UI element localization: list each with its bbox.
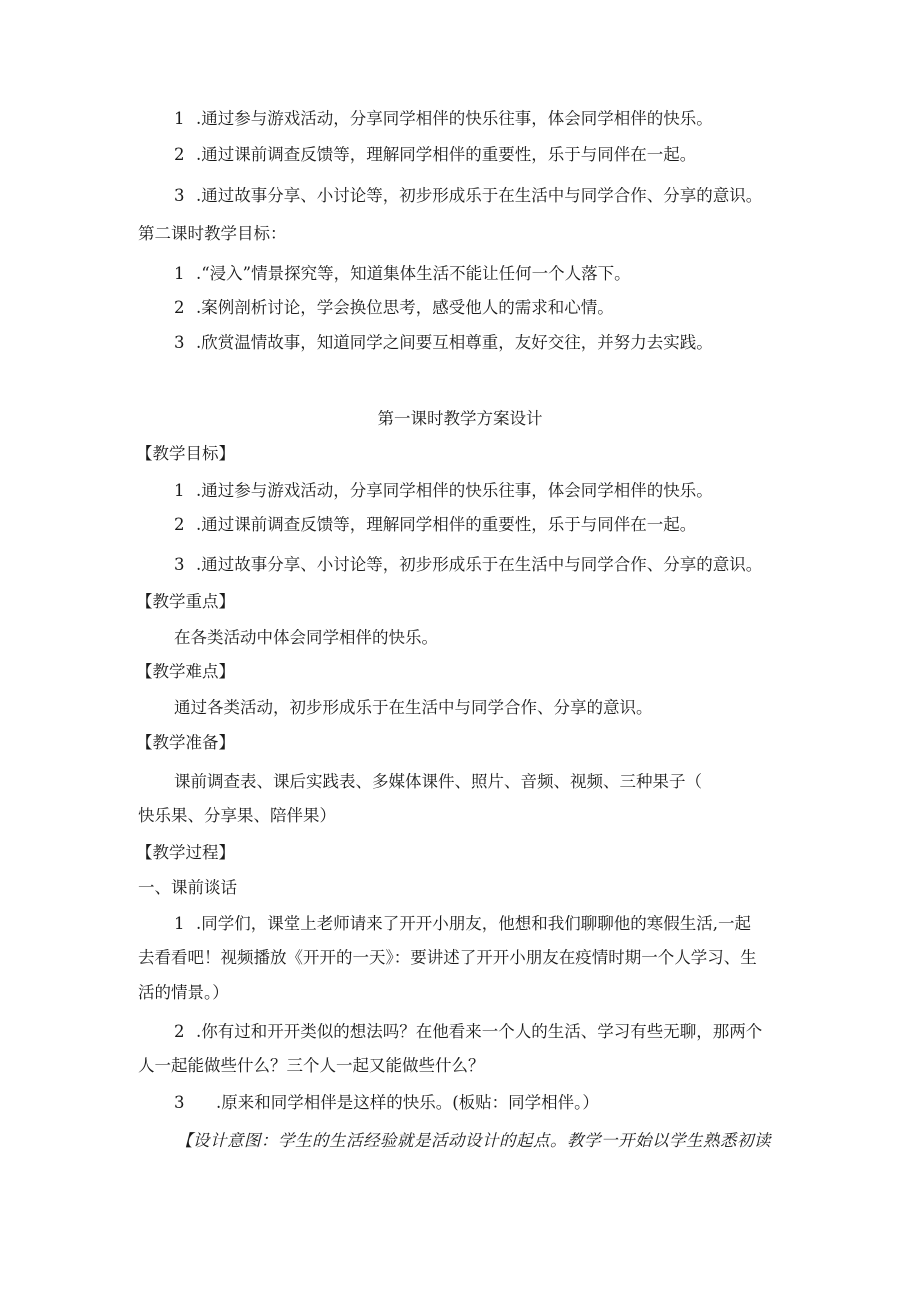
second-lesson-goal-2: 2 .案例剖析讨论，学会换位思考，感受他人的需求和心情。 (174, 298, 614, 317)
step-1-line-1: 1 .同学们，课堂上老师请来了开开小朋友，他想和我们聊聊他的寒假生活,一起 (174, 914, 751, 933)
process-heading: 【教学过程】 (136, 843, 235, 862)
difficulty-text: 通过各类活动，初步形成乐于在生活中与同学合作、分享的意识。 (174, 698, 653, 717)
design-note: 【设计意图：学生的生活经验就是活动设计的起点。教学一开始以学生熟悉初读 (176, 1131, 771, 1150)
key-point-heading: 【教学重点】 (136, 592, 235, 611)
objectives-heading: 【教学目标】 (136, 444, 235, 463)
intro-goal-2: 2 .通过课前调查反馈等，理解同学相伴的重要性，乐于与同伴在一起。 (174, 145, 697, 164)
step-3: 3 .原来和同学相伴是这样的快乐。(板贴：同学相伴。） (174, 1093, 599, 1112)
objective-2: 2 .通过课前调查反馈等，理解同学相伴的重要性，乐于与同伴在一起。 (174, 515, 697, 534)
intro-goal-1: 1 .通过参与游戏活动，分享同学相伴的快乐往事，体会同学相伴的快乐。 (174, 109, 713, 128)
difficulty-heading: 【教学难点】 (136, 662, 235, 681)
step-2-line-1: 2 .你有过和开开类似的想法吗？在他看来一个人的生活、学习有些无聊，那两个 (174, 1022, 763, 1041)
intro-goal-3: 3 .通过故事分享、小讨论等，初步形成乐于在生活中与同学合作、分享的意识。 (174, 186, 763, 205)
objective-3: 3 .通过故事分享、小讨论等，初步形成乐于在生活中与同学合作、分享的意识。 (174, 555, 763, 574)
second-lesson-goal-3: 3 .欣赏温情故事，知道同学之间要互相尊重，友好交往，并努力去实践。 (174, 333, 713, 352)
second-lesson-heading: 第二课时教学目标： (138, 224, 287, 243)
section-one-heading: 一、课前谈话 (138, 878, 237, 897)
preparation-heading: 【教学准备】 (136, 733, 235, 752)
second-lesson-goal-1: 1 .“浸入”情景探究等，知道集体生活不能让任何一个人落下。 (174, 264, 631, 283)
objective-1: 1 .通过参与游戏活动，分享同学相伴的快乐往事，体会同学相伴的快乐。 (174, 481, 713, 500)
plan-title: 第一课时教学方案设计 (377, 409, 543, 428)
step-1-line-3: 活的情景。） (138, 983, 229, 1002)
step-2-line-2: 人一起能做些什么？三个人一起又能做些什么？ (138, 1056, 485, 1075)
step-1-line-2: 去看看吧！视频播放《开开的一天》：要讲述了开开小朋友在疫情时期一个人学习、生 (138, 948, 757, 967)
key-point-text: 在各类活动中体会同学相伴的快乐。 (174, 628, 438, 647)
preparation-line-2: 快乐果、分享果、陪伴果） (138, 806, 336, 825)
preparation-line-1: 课前调查表、课后实践表、多媒体课件、照片、音频、视频、三种果子（ (174, 772, 702, 791)
